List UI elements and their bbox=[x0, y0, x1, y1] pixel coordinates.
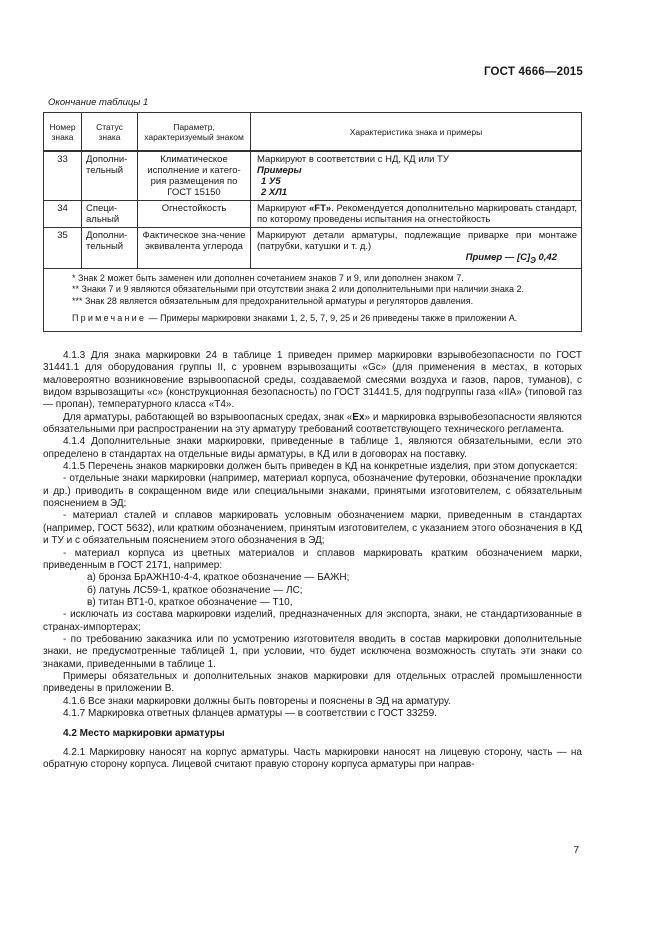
dash-item-1: - отдельные знаки маркировки (например, материал корпуса, обозначение футеровки, обозначение прокладки и др.) приводить в сокращенном виде или специальными знаками, принятыми изготовителем, с обязательным пояснением в ЭД; bbox=[43, 473, 582, 510]
row-desc-text: Маркируют детали арматуры, подлежащие приварке при монтаже (патрубки, катушки и т. д.) bbox=[257, 230, 577, 252]
ex-pre: Для арматуры, работающей во взрывоопасных средах, знак « bbox=[63, 411, 353, 423]
header-status: Статус знака bbox=[82, 113, 138, 152]
footnote-2: ** Знаки 7 и 9 являются обязательными при отсутствии знака 2 или дополнительными при наличии знака 2. bbox=[72, 284, 524, 295]
paragraph-4-1-6: 4.1.6 Все знаки маркировки должны быть повторены и пояснены в ЭД на арматуру. bbox=[63, 695, 451, 707]
row-num: 34 bbox=[44, 201, 82, 228]
row-num: 35 bbox=[44, 228, 82, 269]
paragraph-4-1-4: 4.1.4 Дополнительные знаки маркировки, приведенные в таблице 1, являются обязательными, если это определено в стандартах на отдельные виды арматуры, в КД или в договорах на поставку. bbox=[43, 436, 582, 460]
paragraph-examples: Примеры обязательных и дополнительных знаков маркировки для отдельных отраслей промышленности приведены в приложении В. bbox=[43, 670, 582, 695]
paragraph-ex bbox=[43, 412, 582, 437]
table-note bbox=[72, 313, 573, 325]
row-example-1: 1 У5 bbox=[261, 176, 281, 187]
row-desc-post: . Рекомендуется дополнительно маркировать стандарт, по которому проведены испытания на огнестойкость bbox=[257, 203, 578, 225]
dash-item-5: - по требованию заказчика или по усмотрению изготовителя вводить в состав маркировки дополнительные знаки, не предусмотренные таблицей 1, при условии, что будет исключена возможность спутать эти знаки со знаками, приведенными в таблице 1. bbox=[43, 633, 582, 670]
table-caption: Окончание таблицы 1 bbox=[48, 97, 149, 108]
example-label: Пример — [C] bbox=[465, 252, 531, 263]
row-desc-text: Маркируют в соответствии с НД, КД или ТУ bbox=[257, 154, 449, 165]
example-value: 0,42 bbox=[535, 252, 557, 263]
header-desc: Характеристика знака и примеры bbox=[251, 113, 582, 152]
row-param: Фактическое зна-чение эквивалента углерода bbox=[138, 228, 251, 269]
row-desc bbox=[251, 201, 582, 228]
ex-post: » и маркировка взрывобезопасности являются обязательными при распространении на эту арматуру требований соответствующего технического регламента. bbox=[43, 411, 582, 436]
list-item-c: в) титан ВТ1-0, краткое обозначение — Т10, bbox=[87, 596, 293, 608]
marking-table bbox=[43, 112, 582, 332]
table-row bbox=[44, 151, 582, 201]
list-item-b: б) латунь ЛС59-1, краткое обозначение — ЛС; bbox=[87, 584, 303, 596]
standard-number: ГОСТ 4666—2015 bbox=[483, 66, 583, 78]
row-status: Дополни-тельный bbox=[82, 151, 138, 201]
row-status: Специ-альный bbox=[82, 201, 138, 228]
row-example-2: 2 ХЛ1 bbox=[261, 187, 288, 198]
paragraph-4-1-5: 4.1.5 Перечень знаков маркировки должен быть приведен в КД на конкретные изделия, при этом допускается: bbox=[63, 461, 578, 473]
row-desc-pre: Маркируют bbox=[257, 203, 309, 214]
note-text: — Примеры маркировки знаками 1, 2, 5, 7, 9, 25 и 26 приведены также в приложении А. bbox=[146, 313, 518, 324]
section-heading-4-2: 4.2 Место маркировки арматуры bbox=[63, 728, 225, 740]
ft-sign: «FT» bbox=[308, 203, 332, 214]
table-row bbox=[44, 201, 582, 228]
table-row bbox=[44, 228, 582, 269]
dash-item-3: - материал корпуса из цветных материалов и сплавов маркировать кратким обозначением марки, приведенным в ГОСТ 2171, например: bbox=[43, 547, 582, 571]
row-example bbox=[257, 252, 577, 266]
ex-sign: Ex bbox=[352, 411, 365, 423]
row-param: Климатическое исполнение и катего-рия размещения по ГОСТ 15150 bbox=[138, 151, 251, 201]
paragraph-4-1-3: 4.1.3 Для знака маркировки 24 в таблице 1 приведен пример маркировки взрывобезопасности по ГОСТ 31441.1 для оборудования группы II, с уровнем взрывозащиты «Gc» (для применения в местах, в которых маловероятно возникновение взрывоопасной среды, создаваемой смесями воздуха и газов, паров, туманов), с видом взрывозащиты «c» (конструкционная безопасность) по ГОСТ 31441.5, для подгруппы газа «IIA» (типовой газ — пропан), температурного класса «T4». bbox=[43, 350, 582, 411]
dash-item-2: - материал сталей и сплавов маркировать условным обозначением марки, приведенным в стандартах (например, ГОСТ 5632), или кратким обозначением, принятым изготовителем, с указанием этого обозначения в КД и ТУ и с обязательным пояснением этого обозначения в ЭД; bbox=[43, 510, 582, 547]
paragraph-4-1-7: 4.1.7 Маркировка ответных фланцев арматуры — в соответствии с ГОСТ 33259. bbox=[63, 707, 437, 719]
table-header-row bbox=[44, 113, 582, 152]
row-example-label: Примеры bbox=[257, 165, 302, 176]
header-param: Параметр, характеризуемый знаком bbox=[138, 113, 251, 152]
table-footnotes-row bbox=[44, 268, 582, 331]
body-text bbox=[43, 350, 582, 771]
row-status: Дополни-тельный bbox=[82, 228, 138, 269]
example-subscript: Э bbox=[530, 255, 536, 265]
paragraph-4-2-1: 4.2.1 Маркировку наносят на корпус арматуры. Часть маркировки наносят на лицевую сторону, часть — на обратную сторону корпуса. Лицевой считают правую сторону корпуса арматуры при направ- bbox=[43, 746, 582, 770]
footnote-1: * Знак 2 может быть заменен или дополнен сочетанием знаков 7 и 9, или дополнен знаком 7. bbox=[72, 272, 464, 283]
page-number: 7 bbox=[573, 845, 579, 856]
dash-item-4: - исключать из состава маркировки изделий, предназначенных для экспорта, знаки, не стандартизованные в странах-импортерах; bbox=[43, 609, 582, 633]
row-desc bbox=[251, 151, 582, 201]
header-num: Номер знака bbox=[44, 113, 82, 152]
footnote-3: *** Знак 28 является обязательным для предохранительной арматуры и регуляторов давления. bbox=[72, 295, 474, 306]
note-label: Примечание bbox=[72, 313, 147, 324]
table-footnotes bbox=[44, 268, 582, 331]
row-param: Огнестойкость bbox=[138, 201, 251, 228]
row-desc bbox=[251, 228, 582, 269]
list-item-a: а) бронза БрАЖН10-4-4, краткое обозначение — БАЖН; bbox=[87, 572, 350, 584]
row-num: 33 bbox=[44, 151, 82, 201]
